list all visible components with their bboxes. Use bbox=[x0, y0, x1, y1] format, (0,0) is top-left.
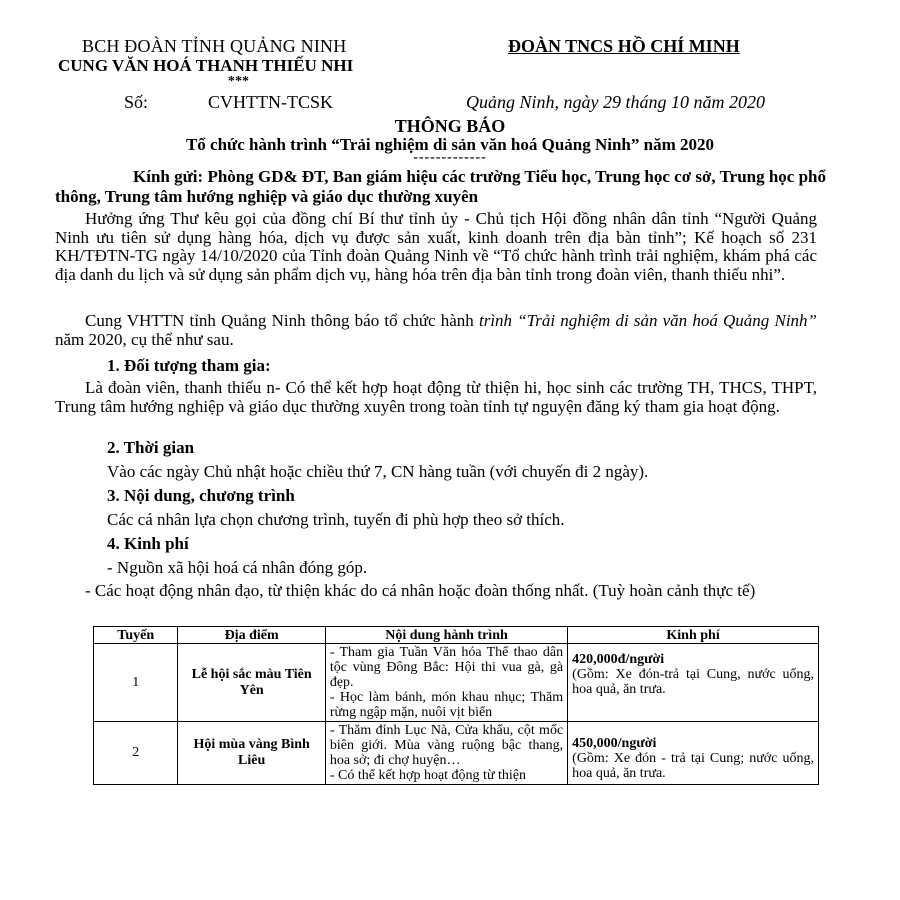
header-noi-dung: Nội dung hành trình bbox=[325, 627, 567, 644]
paragraph-announcement-start: Cung VHTTN tỉnh Quảng Ninh thông báo tổ chức hành bbox=[85, 311, 479, 330]
paragraph-intro: Hưởng ứng Thư kêu gọi của đồng chí Bí thư tỉnh ủy - Chủ tịch Hội đồng nhân dân tỉnh “Người Quảng Ninh ưu tiên sử dụng hàng hóa, dịch vụ được sản xuất, kinh doanh trên địa bàn tỉnh”; Kế hoạch số 231 KH/TĐTN-TG ngày 14/10/2020 của Tỉnh đoàn Quảng Ninh về “Tổ chức hành trình trải nghiệm, khám phá các địa danh du lịch và sử dụng sản phẩm dịch vụ, hàng hóa trên địa bàn tỉnh trong đoàn viên, thanh thiếu nhi”. bbox=[55, 209, 817, 284]
section-1-body: Là đoàn viên, thanh thiếu n- Có thể kết hợp hoạt động từ thiện hi, học sinh các trường TH, THCS, THPT, Trung tâm hướng nghiệp và giáo dục thường xuyên trong toàn tỉnh tự nguyện đăng ký tham gia hoạt động. bbox=[55, 378, 817, 416]
section-1-title: 1. Đối tượng tham gia: bbox=[107, 356, 271, 375]
cell-tuyen: 1 bbox=[94, 644, 178, 722]
paragraph-announcement-italic: trình “Trải nghiệm di sản văn hoá Quảng Ninh” bbox=[479, 311, 817, 330]
section-3-body: Các cá nhân lựa chọn chương trình, tuyến đi phù hợp theo sở thích. bbox=[107, 510, 565, 529]
cell-price-note: (Gồm: Xe đón - trả tại Cung; nước uống, hoa quả, ăn trưa. bbox=[572, 751, 814, 781]
org-left-line1: BCH ĐOÀN TỈNH QUẢNG NINH bbox=[82, 36, 347, 56]
cell-noi-dung-line1: - Thăm đỉnh Lục Nà, Cửa khẩu, cột mốc biên giới. Mùa vàng ruộng bậc thang, hoa sở; đi chợ huyện… bbox=[329, 723, 564, 768]
routes-table bbox=[93, 626, 819, 785]
header-tuyen: Tuyến bbox=[94, 627, 178, 644]
cell-noi-dung-line2: - Có thể kết hợp hoạt động từ thiện bbox=[329, 768, 527, 783]
cell-noi-dung-line2: - Học làm bánh, món khau nhục; Thăm rừng ngập mặn, nuôi vịt biển bbox=[329, 690, 564, 720]
table-header-row bbox=[94, 627, 819, 644]
document-number-label: Số: bbox=[124, 92, 149, 112]
cell-noi-dung bbox=[325, 644, 567, 722]
section-2-title: 2. Thời gian bbox=[107, 438, 195, 457]
document-number: CVHTTN-TCSK bbox=[208, 92, 333, 112]
cell-noi-dung bbox=[325, 722, 567, 785]
title-divider: ------------- bbox=[413, 150, 487, 165]
section-4-title: 4. Kinh phí bbox=[107, 534, 189, 553]
cell-dia-diem: Hội mùa vàng Bình Liêu bbox=[178, 722, 325, 785]
document-subtitle: Tổ chức hành trình “Trải nghiệm di sản văn hoá Quảng Ninh” năm 2020 bbox=[185, 135, 715, 154]
table-row bbox=[94, 644, 819, 722]
paragraph-announcement bbox=[55, 312, 817, 349]
cell-kinh-phi bbox=[568, 644, 819, 722]
section-3-title: 3. Nội dung, chương trình bbox=[107, 486, 295, 505]
org-left-line2: CUNG VĂN HOÁ THANH THIẾU NHI bbox=[58, 56, 354, 75]
section-2-body: Vào các ngày Chủ nhật hoặc chiều thứ 7, CN hàng tuần (với chuyến đi 2 ngày). bbox=[107, 462, 649, 481]
recipient: Kính gửi: Phòng GD& ĐT, Ban giám hiệu các trường Tiểu học, Trung học cơ sở, Trung học phổ thông, Trung tâm hướng nghiệp và giáo dục thường xuyên bbox=[55, 167, 827, 206]
org-right: ĐOÀN TNCS HỒ CHÍ MINH bbox=[508, 36, 740, 56]
place-date: Quảng Ninh, ngày 29 tháng 10 năm 2020 bbox=[466, 92, 765, 112]
cell-price: 450,000/người bbox=[572, 736, 657, 751]
section-4-body1: - Nguồn xã hội hoá cá nhân đóng góp. bbox=[107, 558, 368, 577]
cell-noi-dung-line1: - Tham gia Tuần Văn hóa Thể thao dân tộc vùng Đông Bắc: Hội thi vua gà, gà đẹp. bbox=[329, 645, 564, 690]
table-row bbox=[94, 722, 819, 785]
document-title: THÔNG BÁO bbox=[394, 116, 506, 136]
cell-price: 420,000đ/người bbox=[572, 652, 665, 667]
header-dia-diem: Địa điểm bbox=[178, 627, 325, 644]
header-kinh-phi: Kinh phí bbox=[568, 627, 819, 644]
cell-dia-diem: Lễ hội sắc màu Tiên Yên bbox=[178, 644, 325, 722]
paragraph-announcement-end: năm 2020, cụ thể như sau. bbox=[55, 329, 234, 349]
cell-tuyen: 2 bbox=[94, 722, 178, 785]
section-4-body2: - Các hoạt động nhân đạo, từ thiện khác do cá nhân hoặc đoàn thống nhất. (Tuỳ hoàn cảnh thực tế) bbox=[85, 581, 756, 600]
header-stars: *** bbox=[228, 74, 249, 89]
cell-kinh-phi bbox=[568, 722, 819, 785]
cell-price-note: (Gồm: Xe đón-trả tại Cung, nước uống, hoa quả, ăn trưa. bbox=[572, 667, 814, 697]
